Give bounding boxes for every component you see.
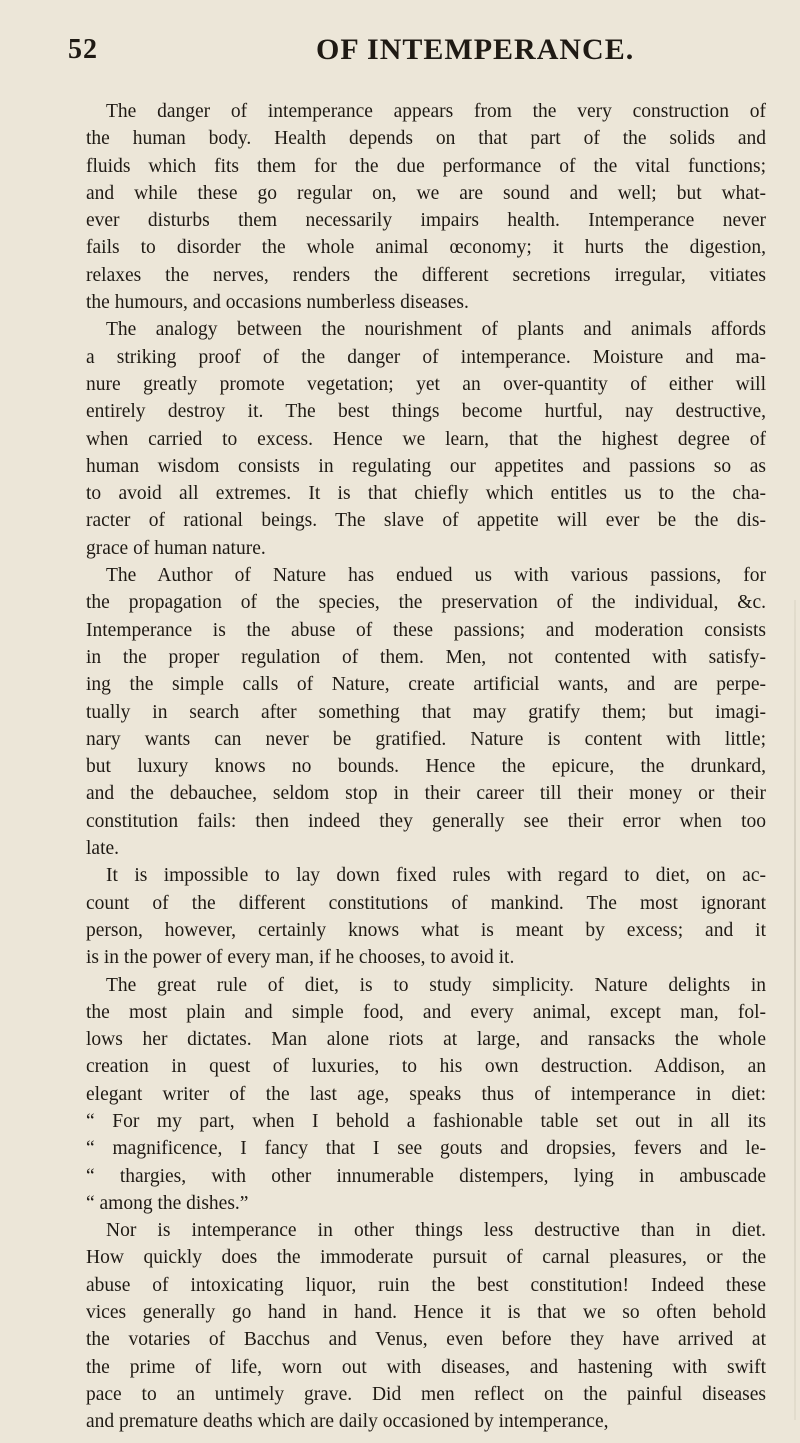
paragraph bbox=[86, 562, 766, 862]
text-line: a striking proof of the danger of intemperance. Moisture and ma- bbox=[86, 346, 766, 368]
text-line: The Author of Nature has endued us with various passions, for bbox=[106, 565, 766, 587]
text-line: but luxury knows no bounds. Hence the epicure, the drunkard, bbox=[86, 756, 766, 778]
text-line: elegant writer of the last age, speaks thus of intemperance in diet: bbox=[86, 1083, 766, 1105]
text-line: relaxes the nerves, renders the different secretions irregular, vitiates bbox=[86, 264, 766, 286]
text-line: late. bbox=[86, 838, 120, 860]
text-line: the human body. Health depends on that part of the solids and bbox=[86, 128, 766, 150]
text-line: to avoid all extremes. It is that chiefly which entitles us to the cha- bbox=[86, 483, 766, 505]
text-line: is in the power of every man, if he chooses, to avoid it. bbox=[86, 947, 515, 969]
paragraph bbox=[86, 1217, 766, 1435]
text-line: in the proper regulation of them. Men, not contented with satisfy- bbox=[86, 646, 766, 668]
text-line: the most plain and simple food, and every animal, except man, fol- bbox=[86, 1001, 766, 1023]
text-line: tually in search after something that may gratify them; but imagi- bbox=[86, 701, 766, 723]
text-line: when carried to excess. Hence we learn, that the highest degree of bbox=[86, 428, 766, 450]
text-line: “ magnificence, I fancy that I see gouts and dropsies, fevers and le- bbox=[86, 1138, 766, 1160]
text-line: The great rule of diet, is to study simplicity. Nature delights in bbox=[106, 974, 766, 996]
text-line: ever disturbs them necessarily impairs health. Intemperance never bbox=[86, 210, 766, 232]
text-line: and the debauchee, seldom stop in their career till their money or their bbox=[86, 783, 766, 805]
text-line: It is impossible to lay down fixed rules with regard to diet, on ac- bbox=[106, 865, 766, 887]
text-line: abuse of intoxicating liquor, ruin the best constitution! Indeed these bbox=[86, 1274, 766, 1296]
text-line: Nor is intemperance in other things less destructive than in diet. bbox=[106, 1220, 766, 1242]
text-line: and while these go regular on, we are sound and well; but what- bbox=[86, 182, 766, 204]
text-line: lows her dictates. Man alone riots at large, and ransacks the whole bbox=[86, 1029, 766, 1051]
paragraph bbox=[86, 862, 766, 971]
page-number: 52 bbox=[68, 34, 98, 65]
text-line: fluids which fits them for the due performance of the vital functions; bbox=[86, 155, 766, 177]
text-line: human wisdom consists in regulating our appetites and passions so as bbox=[86, 455, 766, 477]
paragraph bbox=[86, 316, 766, 562]
text-line: “ For my part, when I behold a fashionable table set out in all its bbox=[86, 1110, 766, 1132]
text-line: pace to an untimely grave. Did men reflect on the painful diseases bbox=[86, 1383, 766, 1405]
text-line: creation in quest of luxuries, to his own destruction. Addison, an bbox=[86, 1056, 766, 1078]
page-edge-shadow bbox=[794, 600, 796, 1420]
paragraph bbox=[86, 98, 766, 316]
text-line: and premature deaths which are daily occasioned by intemperance, bbox=[86, 1411, 609, 1433]
text-line: vices generally go hand in hand. Hence it is that we so often behold bbox=[86, 1302, 766, 1324]
text-line: ing the simple calls of Nature, create artificial wants, and are perpe- bbox=[86, 674, 766, 696]
text-line: person, however, certainly knows what is meant by excess; and it bbox=[86, 919, 766, 941]
text-line: grace of human nature. bbox=[86, 537, 266, 559]
text-line: constitution fails: then indeed they generally see their error when too bbox=[86, 810, 766, 832]
page-header bbox=[68, 20, 768, 70]
text-line: racter of rational beings. The slave of appetite will ever be the dis- bbox=[86, 510, 766, 532]
text-line: How quickly does the immoderate pursuit of carnal pleasures, or the bbox=[86, 1247, 766, 1269]
text-line: the propagation of the species, the preservation of the individual, &c. bbox=[86, 592, 766, 614]
text-line: Intemperance is the abuse of these passions; and moderation consists bbox=[86, 619, 766, 641]
text-line: nure greatly promote vegetation; yet an over-quantity of either will bbox=[86, 373, 766, 395]
text-line: “ thargies, with other innumerable distempers, lying in ambuscade bbox=[86, 1165, 766, 1187]
text-line: entirely destroy it. The best things become hurtful, nay destructive, bbox=[86, 401, 766, 423]
text-line: The danger of intemperance appears from the very construction of bbox=[106, 101, 766, 122]
text-line: count of the different constitutions of mankind. The most ignorant bbox=[86, 892, 766, 914]
text-line: fails to disorder the whole animal œconomy; it hurts the digestion, bbox=[86, 237, 766, 259]
text-line: the votaries of Bacchus and Venus, even before they have arrived at bbox=[86, 1329, 766, 1351]
paragraph bbox=[86, 972, 766, 1218]
text-line: nary wants can never be gratified. Nature is content with little; bbox=[86, 728, 766, 750]
text-line: the humours, and occasions numberless diseases. bbox=[86, 292, 469, 314]
text-line: the prime of life, worn out with diseases, and hastening with swift bbox=[86, 1356, 766, 1378]
text-line: The analogy between the nourishment of plants and animals affords bbox=[106, 319, 766, 341]
text-line: “ among the dishes.” bbox=[86, 1192, 249, 1214]
body-text bbox=[86, 98, 766, 1436]
running-head: OF INTEMPERANCE. bbox=[316, 33, 635, 66]
